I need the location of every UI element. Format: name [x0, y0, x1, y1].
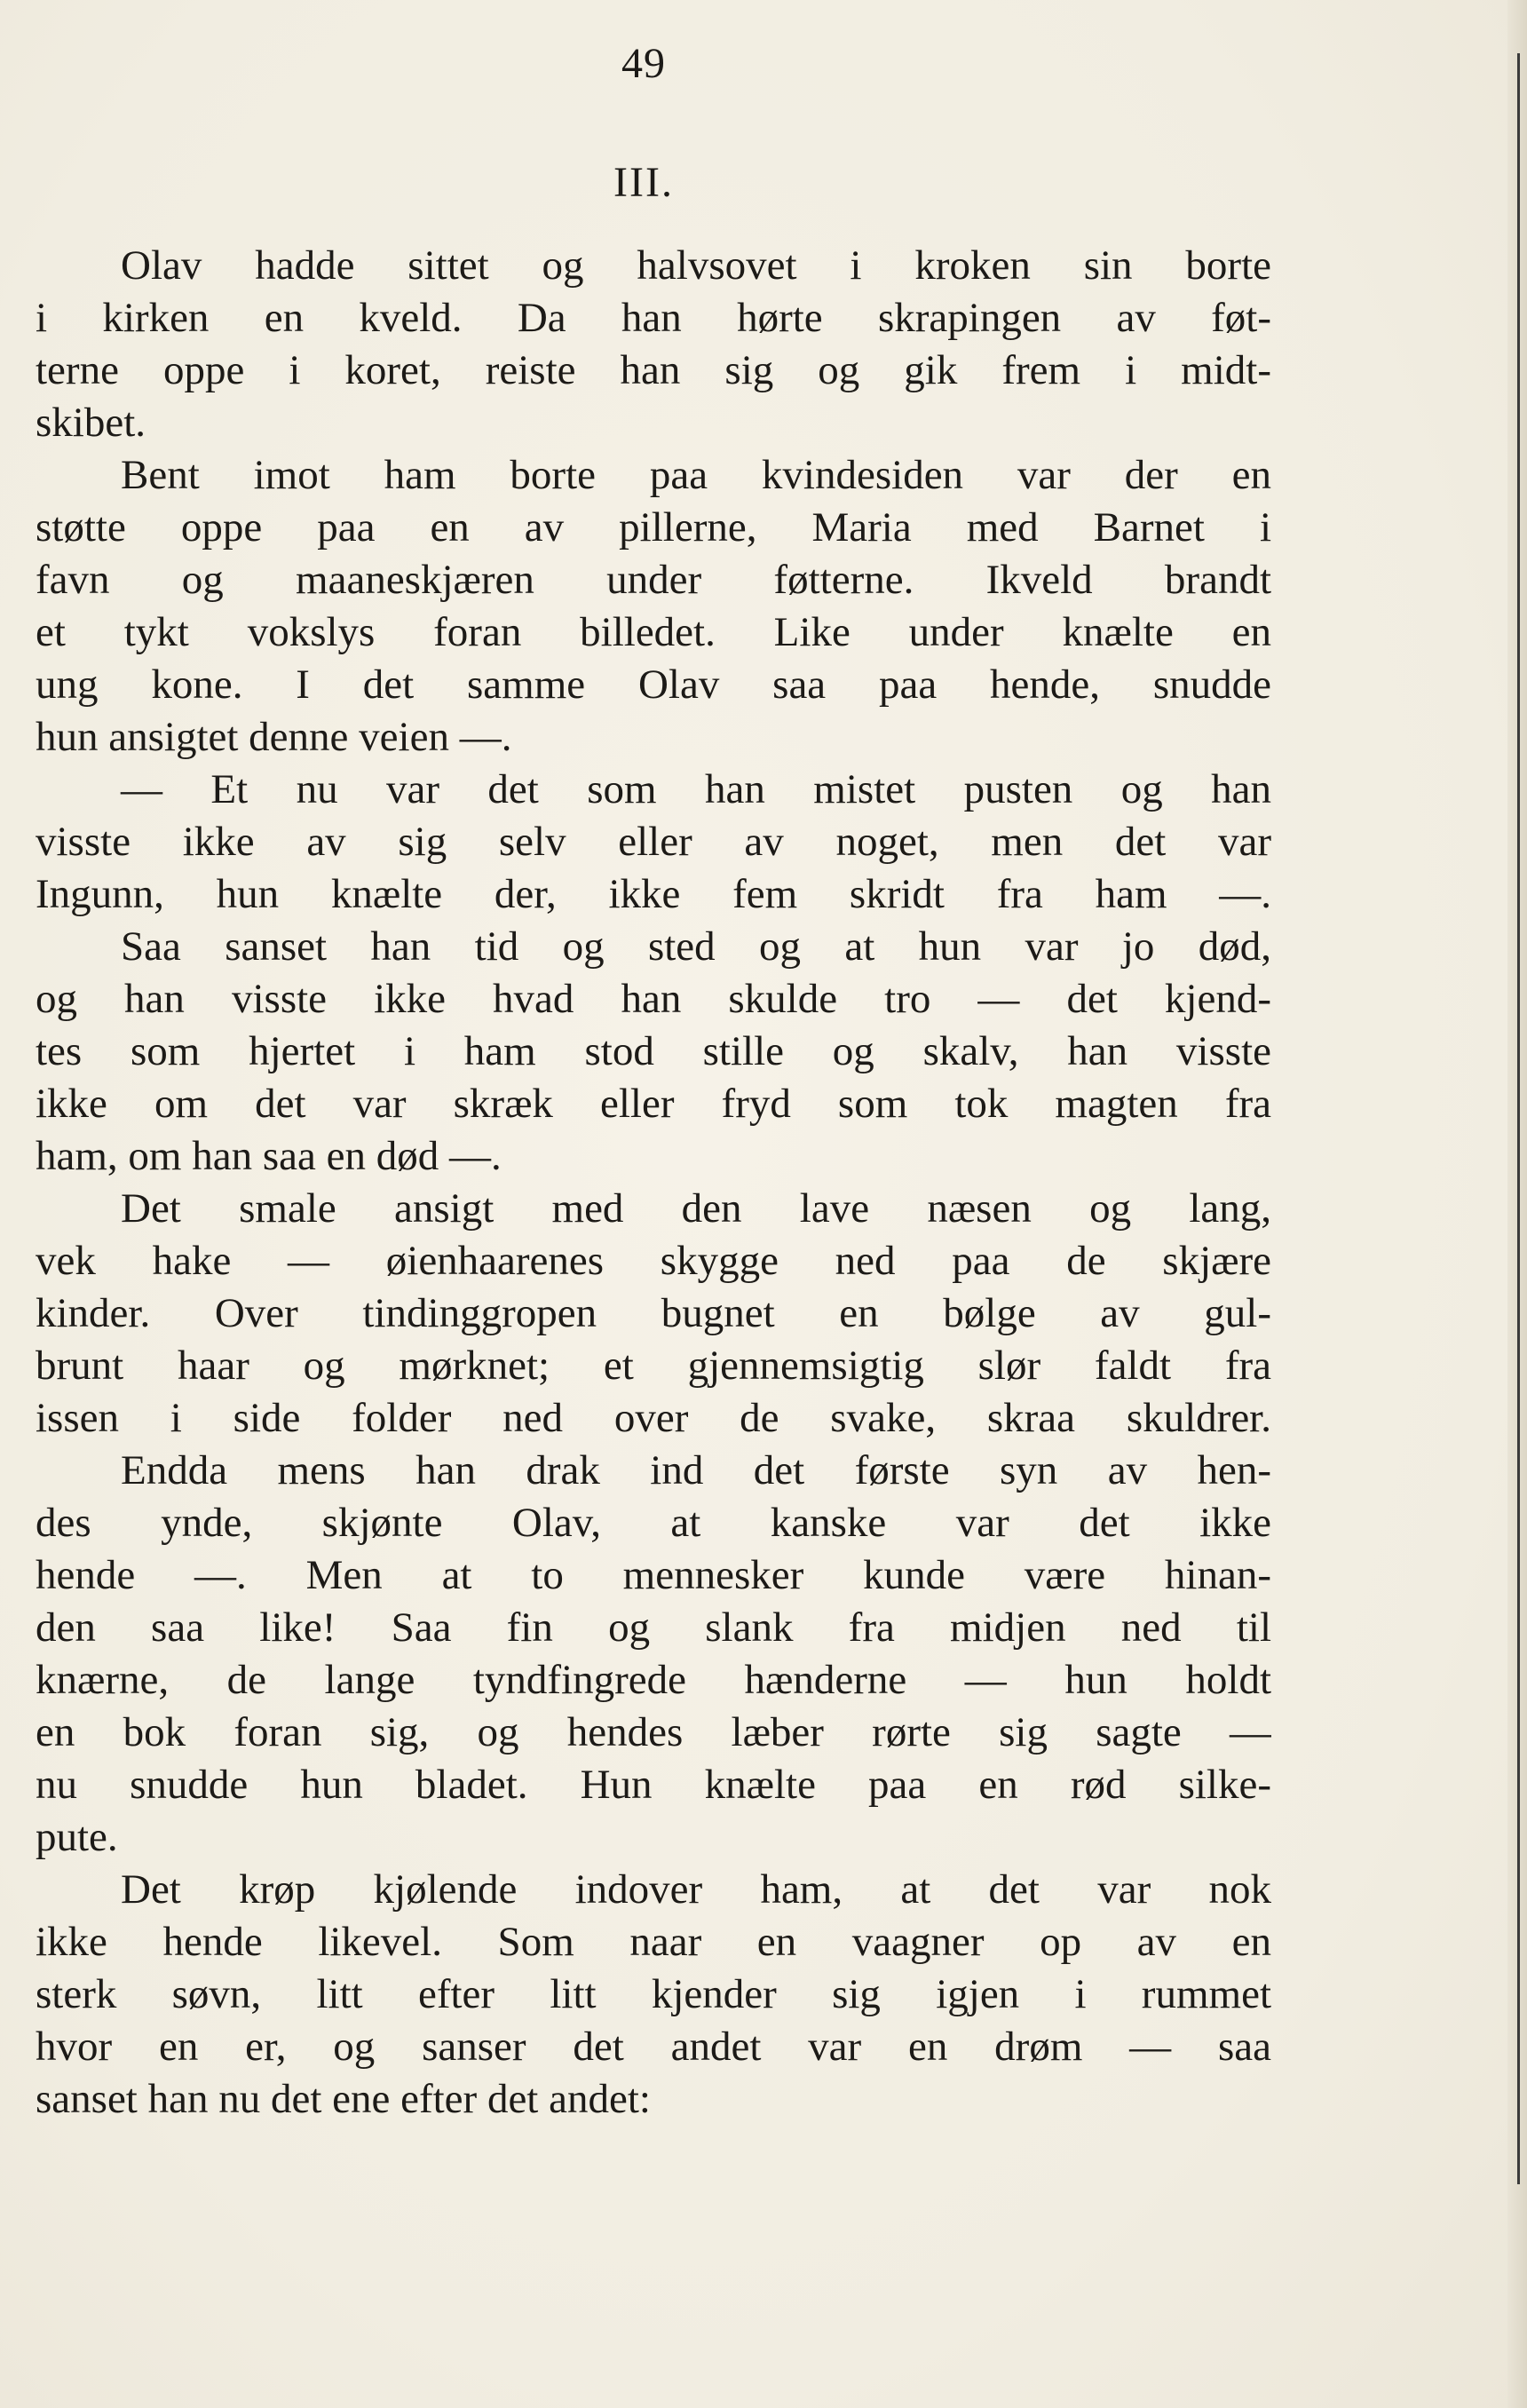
text-line: Saa sanset han tid og sted og at hun var jo død,: [121, 923, 1271, 970]
text-line: i kirken en kveld. Da han hørte skrapingen av føt-: [36, 295, 1271, 341]
text-line: et tykt vokslys foran billedet. Like under knælte en: [36, 609, 1271, 655]
text-line: vek hake — øienhaarenes skygge ned paa de skjære: [36, 1238, 1271, 1284]
text-line: issen i side folder ned over de svake, skraa skuldrer.: [36, 1395, 1271, 1441]
text-line: ikke hende likevel. Som naar en vaagner op av en: [36, 1919, 1271, 1965]
text-line: tes som hjertet i ham stod stille og skalv, han visste: [36, 1028, 1271, 1074]
text-line: Det smale ansigt med den lave næsen og lang,: [121, 1185, 1271, 1232]
text-line: visste ikke av sig selv eller av noget, men det var: [36, 819, 1271, 865]
text-line: ikke om det var skræk eller fryd som tok magten fra: [36, 1081, 1271, 1127]
text-line: nu snudde hun bladet. Hun knælte paa en rød silke-: [36, 1762, 1271, 1808]
text-line: Bent imot ham borte paa kvindesiden var der en: [121, 452, 1271, 498]
text-line: hvor en er, og sanser det andet var en drøm — saa: [36, 2024, 1271, 2070]
text-line: den saa like! Saa fin og slank fra midjen ned til: [36, 1604, 1271, 1651]
text-line: terne oppe i koret, reiste han sig og gik frem i midt-: [36, 347, 1271, 393]
text-line: brunt haar og mørknet; et gjennemsigtig slør faldt fra: [36, 1343, 1271, 1389]
text-line: Det krøp kjølende indover ham, at det var nok: [121, 1866, 1271, 1913]
text-line: ham, om han saa en død —.: [36, 1133, 502, 1179]
text-line: Ingunn, hun knælte der, ikke fem skridt fra ham —.: [36, 871, 1271, 917]
chapter-heading: III.: [613, 159, 674, 206]
text-line: Olav hadde sittet og halvsovet i kroken sin borte: [121, 242, 1271, 289]
text-line: og han visste ikke hvad han skulde tro — det kjend-: [36, 976, 1271, 1022]
text-line: sanset han nu det ene efter det andet:: [36, 2076, 651, 2122]
text-line: — Et nu var det som han mistet pusten og han: [121, 766, 1271, 812]
text-line: knærne, de lange tyndfingrede hænderne — hun holdt: [36, 1657, 1271, 1703]
body-text: [36, 240, 1271, 2126]
text-line: skibet.: [36, 400, 146, 446]
page-number: 49: [621, 40, 666, 87]
text-line: sterk søvn, litt efter litt kjender sig igjen i rummet: [36, 1971, 1271, 2017]
text-line: hun ansigtet denne veien —.: [36, 714, 512, 760]
text-line: des ynde, skjønte Olav, at kanske var det ikke: [36, 1500, 1271, 1546]
text-line: en bok foran sig, og hendes læber rørte sig sagte —: [36, 1709, 1271, 1755]
text-line: ung kone. I det samme Olav saa paa hende, snudde: [36, 661, 1271, 708]
page-edge-line: [1517, 53, 1520, 2184]
text-line: kinder. Over tindinggropen bugnet en bølge av gul-: [36, 1290, 1271, 1336]
text-line: hende —. Men at to mennesker kunde være hinan-: [36, 1552, 1271, 1598]
text-line: støtte oppe paa en av pillerne, Maria med Barnet i: [36, 504, 1271, 551]
text-line: pute.: [36, 1814, 118, 1860]
text-line: favn og maaneskjæren under føtterne. Ikveld brandt: [36, 557, 1271, 603]
text-line: Endda mens han drak ind det første syn av hen-: [121, 1447, 1271, 1493]
